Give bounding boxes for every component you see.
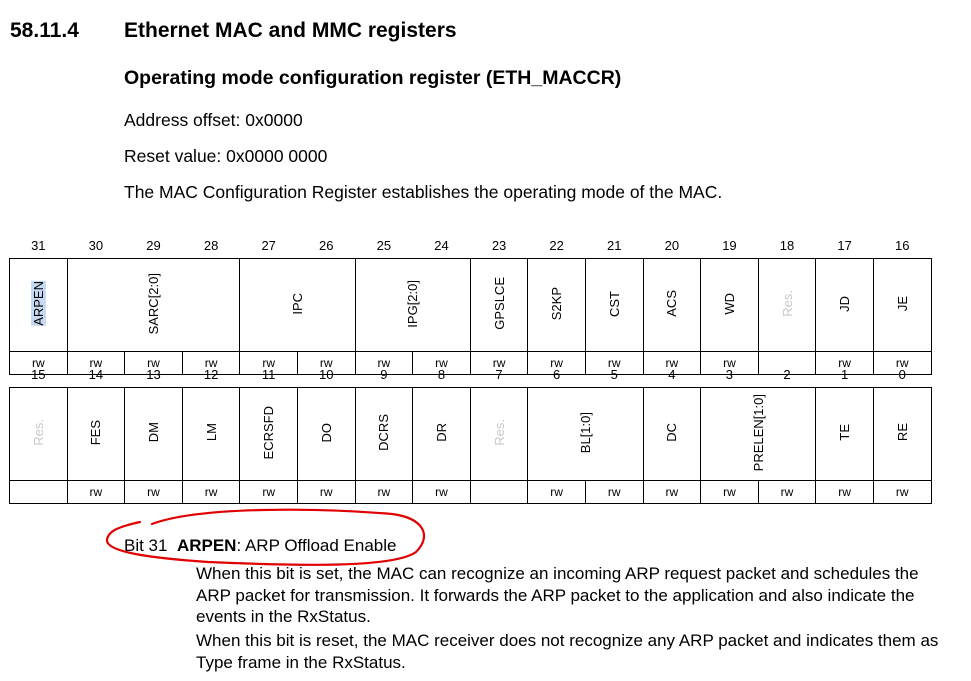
field-acs: ACS bbox=[643, 259, 701, 352]
field-s2kp: S2KP bbox=[528, 259, 586, 352]
bit-number: 1 bbox=[840, 366, 849, 382]
access-type: rw bbox=[528, 481, 586, 504]
access-type: rw bbox=[585, 352, 643, 375]
bit-number: 28 bbox=[203, 237, 219, 253]
register-map-lower bbox=[9, 361, 932, 504]
access-type: rw bbox=[528, 352, 586, 375]
bit-field-name: ARPEN bbox=[176, 536, 237, 555]
bit-number: 29 bbox=[146, 237, 161, 253]
bit-number: 6 bbox=[553, 366, 561, 382]
field-reserved: Res. bbox=[10, 388, 68, 481]
access-type: rw bbox=[470, 352, 528, 375]
access-type: rw bbox=[355, 481, 413, 504]
access-type: rw bbox=[413, 481, 471, 504]
bit-number: 0 bbox=[898, 366, 906, 382]
register-title: Operating mode configuration register (ETH_MACCR) bbox=[124, 67, 622, 89]
bit-number: 30 bbox=[88, 237, 104, 253]
field-re: RE bbox=[873, 388, 931, 481]
access-type: rw bbox=[240, 352, 298, 375]
bit-number: 17 bbox=[837, 237, 852, 253]
bit-description-set: When this bit is set, the MAC can recognize an incoming ARP request packet and schedules the ARP packet for transmission. It forwards the ARP packet to the application and also indicate the events in the RxStatus. bbox=[196, 564, 919, 626]
bit-description-heading bbox=[124, 536, 397, 556]
section-title: Ethernet MAC and MMC registers bbox=[124, 19, 457, 42]
bit-number: 8 bbox=[437, 366, 446, 382]
access-type: rw bbox=[585, 481, 643, 504]
access-type: rw bbox=[355, 352, 413, 375]
access-type: rw bbox=[297, 481, 355, 504]
access-type: rw bbox=[758, 481, 816, 504]
access-type bbox=[470, 481, 528, 504]
field-cst: CST bbox=[585, 259, 643, 352]
access-type: rw bbox=[643, 481, 701, 504]
bit-number: 15 bbox=[31, 366, 46, 382]
bit-number: 23 bbox=[491, 237, 507, 253]
access-type: rw bbox=[67, 352, 125, 375]
access-type bbox=[10, 481, 68, 504]
field-lm: LM bbox=[182, 388, 240, 481]
field-gpslce: GPSLCE bbox=[470, 259, 528, 352]
field-jd: JD bbox=[816, 259, 874, 352]
bit-number: 19 bbox=[722, 237, 737, 253]
bit-description-reset: When this bit is reset, the MAC receiver does not recognize any ARP packet and indicates them as Type frame in the RxStatus. bbox=[196, 631, 939, 672]
access-type: rw bbox=[701, 352, 759, 375]
bit-field-summary: : ARP Offload Enable bbox=[236, 536, 397, 555]
access-type: rw bbox=[873, 352, 931, 375]
field-je: JE bbox=[873, 259, 931, 352]
access-type: rw bbox=[240, 481, 298, 504]
field-prelen: PRELEN[1:0] bbox=[701, 388, 816, 481]
access-type: rw bbox=[125, 352, 183, 375]
bit-number: 11 bbox=[261, 366, 276, 382]
field-arpen: ARPEN bbox=[10, 259, 68, 352]
access-type: rw bbox=[182, 481, 240, 504]
bit-number: 25 bbox=[376, 237, 392, 253]
bit-number: 10 bbox=[319, 366, 334, 382]
bit-number: 12 bbox=[203, 366, 219, 382]
bit-number: 3 bbox=[725, 366, 734, 382]
field-dm: DM bbox=[125, 388, 183, 481]
bit-number: 26 bbox=[319, 237, 334, 253]
field-te: TE bbox=[816, 388, 874, 481]
bit-number: 24 bbox=[434, 237, 449, 253]
bit-number: 2 bbox=[783, 366, 791, 382]
bit-number: 27 bbox=[261, 237, 276, 253]
bit-number: 7 bbox=[495, 366, 503, 382]
bit-number: 16 bbox=[894, 237, 910, 253]
field-dr: DR bbox=[413, 388, 471, 481]
access-type: rw bbox=[873, 481, 931, 504]
field-ipc: IPC bbox=[240, 259, 355, 352]
access-type: rw bbox=[816, 352, 874, 375]
access-type: rw bbox=[10, 352, 68, 375]
field-do: DO bbox=[297, 388, 355, 481]
access-type: rw bbox=[643, 352, 701, 375]
bit-number: 13 bbox=[146, 366, 161, 382]
field-reserved: Res. bbox=[470, 388, 528, 481]
bit-number: 20 bbox=[664, 237, 680, 253]
register-intro: The MAC Configuration Register establishes the operating mode of the MAC. bbox=[124, 182, 723, 202]
field-wd: WD bbox=[701, 259, 759, 352]
access-type: rw bbox=[67, 481, 125, 504]
section-number: 58.11.4 bbox=[10, 19, 79, 42]
field-ecrsfd: ECRSFD bbox=[240, 388, 298, 481]
field-bl: BL[1:0] bbox=[528, 388, 643, 481]
bit-number: 22 bbox=[549, 237, 564, 253]
bit-number: 9 bbox=[380, 366, 388, 382]
access-type: rw bbox=[182, 352, 240, 375]
field-ipg: IPG[2:0] bbox=[355, 259, 470, 352]
bit-number: 31 bbox=[31, 237, 46, 253]
reset-value: Reset value: 0x0000 0000 bbox=[124, 146, 328, 166]
access-type: rw bbox=[816, 481, 874, 504]
field-sarc: SARC[2:0] bbox=[67, 259, 240, 352]
address-offset: Address offset: 0x0000 bbox=[124, 110, 303, 130]
bit-index: Bit 31 bbox=[124, 536, 168, 555]
field-dc: DC bbox=[643, 388, 701, 481]
bit-number: 5 bbox=[610, 366, 618, 382]
bit-number: 14 bbox=[88, 366, 104, 382]
field-reserved: Res. bbox=[758, 259, 816, 352]
access-type: rw bbox=[701, 481, 759, 504]
bit-number: 21 bbox=[607, 237, 622, 253]
field-fes: FES bbox=[67, 388, 125, 481]
register-map-upper bbox=[9, 232, 932, 375]
field-dcrs: DCRS bbox=[355, 388, 413, 481]
access-type: rw bbox=[297, 352, 355, 375]
access-type: rw bbox=[125, 481, 183, 504]
bit-number: 18 bbox=[779, 237, 795, 253]
bit-number: 4 bbox=[668, 366, 676, 382]
access-type: rw bbox=[413, 352, 471, 375]
